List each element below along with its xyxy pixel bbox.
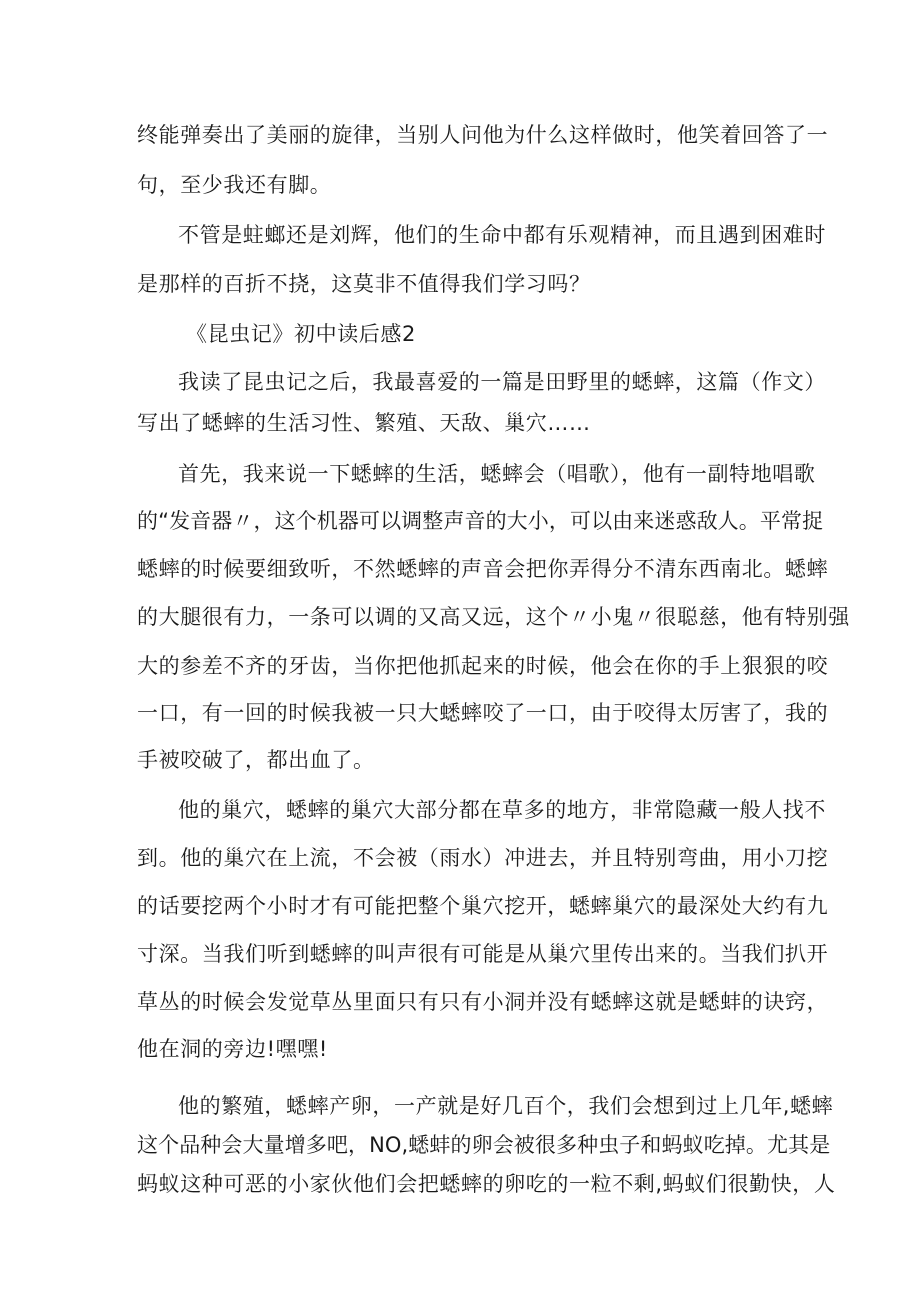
paragraph-start-line: 我读了昆虫记之后，我最喜爱的一篇是田野里的蟋蟀，这篇（作文） — [178, 370, 826, 394]
text-line: 蚂蚁这种可恶的小家伙他们会把蟋蟀的卵吃的一粒不剩,蚂蚁们很勤快，人 — [137, 1172, 836, 1196]
section-heading: 《昆虫记》初中读后感2 — [186, 322, 416, 346]
text-line: 蟋蟀的时候要细致听，不然蟋蟀的声音会把你弄得分不清东西南北。蟋蟀 — [137, 557, 829, 581]
text-line: 的大腿很有力，一条可以调的又高又远，这个〃小鬼〃很聪慈，他有特别强 — [137, 605, 850, 629]
text-line: 写出了蟋蟀的生活习性、繁殖、天敌、巢穴…… — [137, 411, 591, 435]
text-line: 寸深。当我们听到蟋蟀的叫声很有可能是从巢穴里传出来的。当我们扒开 — [137, 942, 829, 966]
paragraph-start-line: 他的繁殖，蟋蟀产卵，一产就是好几百个，我们会想到过上几年,蟋蟀 — [178, 1094, 834, 1118]
text-line: 的“发音器〃，这个机器可以调整声音的大小，可以由来迷惑敌人。平常捉 — [137, 509, 824, 533]
paragraph-start-line: 不管是蛀螂还是刘辉，他们的生命中都有乐观精神，而且遇到困难时 — [178, 223, 826, 247]
paragraph-start-line: 他的巢穴，蟋蟀的巢穴大部分都在草多的地方，非常隐藏一般人找不 — [178, 798, 826, 822]
text-line: 手被咬破了，都出血了。 — [137, 748, 375, 772]
text-line: 这个品种会大量增多吧，NO,蟋蚌的卵会被很多种虫子和蚂蚁吃掉。尤其是 — [137, 1133, 831, 1157]
text-line: 句，至少我还有脚。 — [137, 173, 332, 197]
text-line: 他在洞的旁边!嘿嘿! — [137, 1037, 328, 1061]
text-line: 草丛的时候会发觉草丛里面只有只有小洞并没有蟋蟀这就是蟋蚌的诀窍， — [137, 990, 829, 1014]
text-line: 到。他的巢穴在上流，不会被（雨水）冲进去，并且特别弯曲，用小刀挖 — [137, 846, 829, 870]
text-line: 是那样的百折不挠，这莫非不值得我们学习吗？ — [137, 272, 591, 296]
text-line: 的话要挖两个小时才有可能把整个巢穴挖开，蟋蟀巢穴的最深处大约有九 — [137, 894, 829, 918]
paragraph-start-line: 首先，我来说一下蟋蟀的生活，蟋蟀会（唱歌），他有一副特地唱歌 — [178, 462, 816, 486]
text-line: 一口，有一回的时候我被一只大蟋蟀咬了一口，由于咬得太厉害了，我的 — [137, 701, 829, 725]
text-line: 大的参差不齐的牙齿，当你把他抓起来的时候，他会在你的手上狠狠的咬 — [137, 654, 829, 678]
text-line: 终能弹奏出了美丽的旋律，当别人问他为什么这样做时，他笑着回答了一 — [137, 123, 829, 147]
